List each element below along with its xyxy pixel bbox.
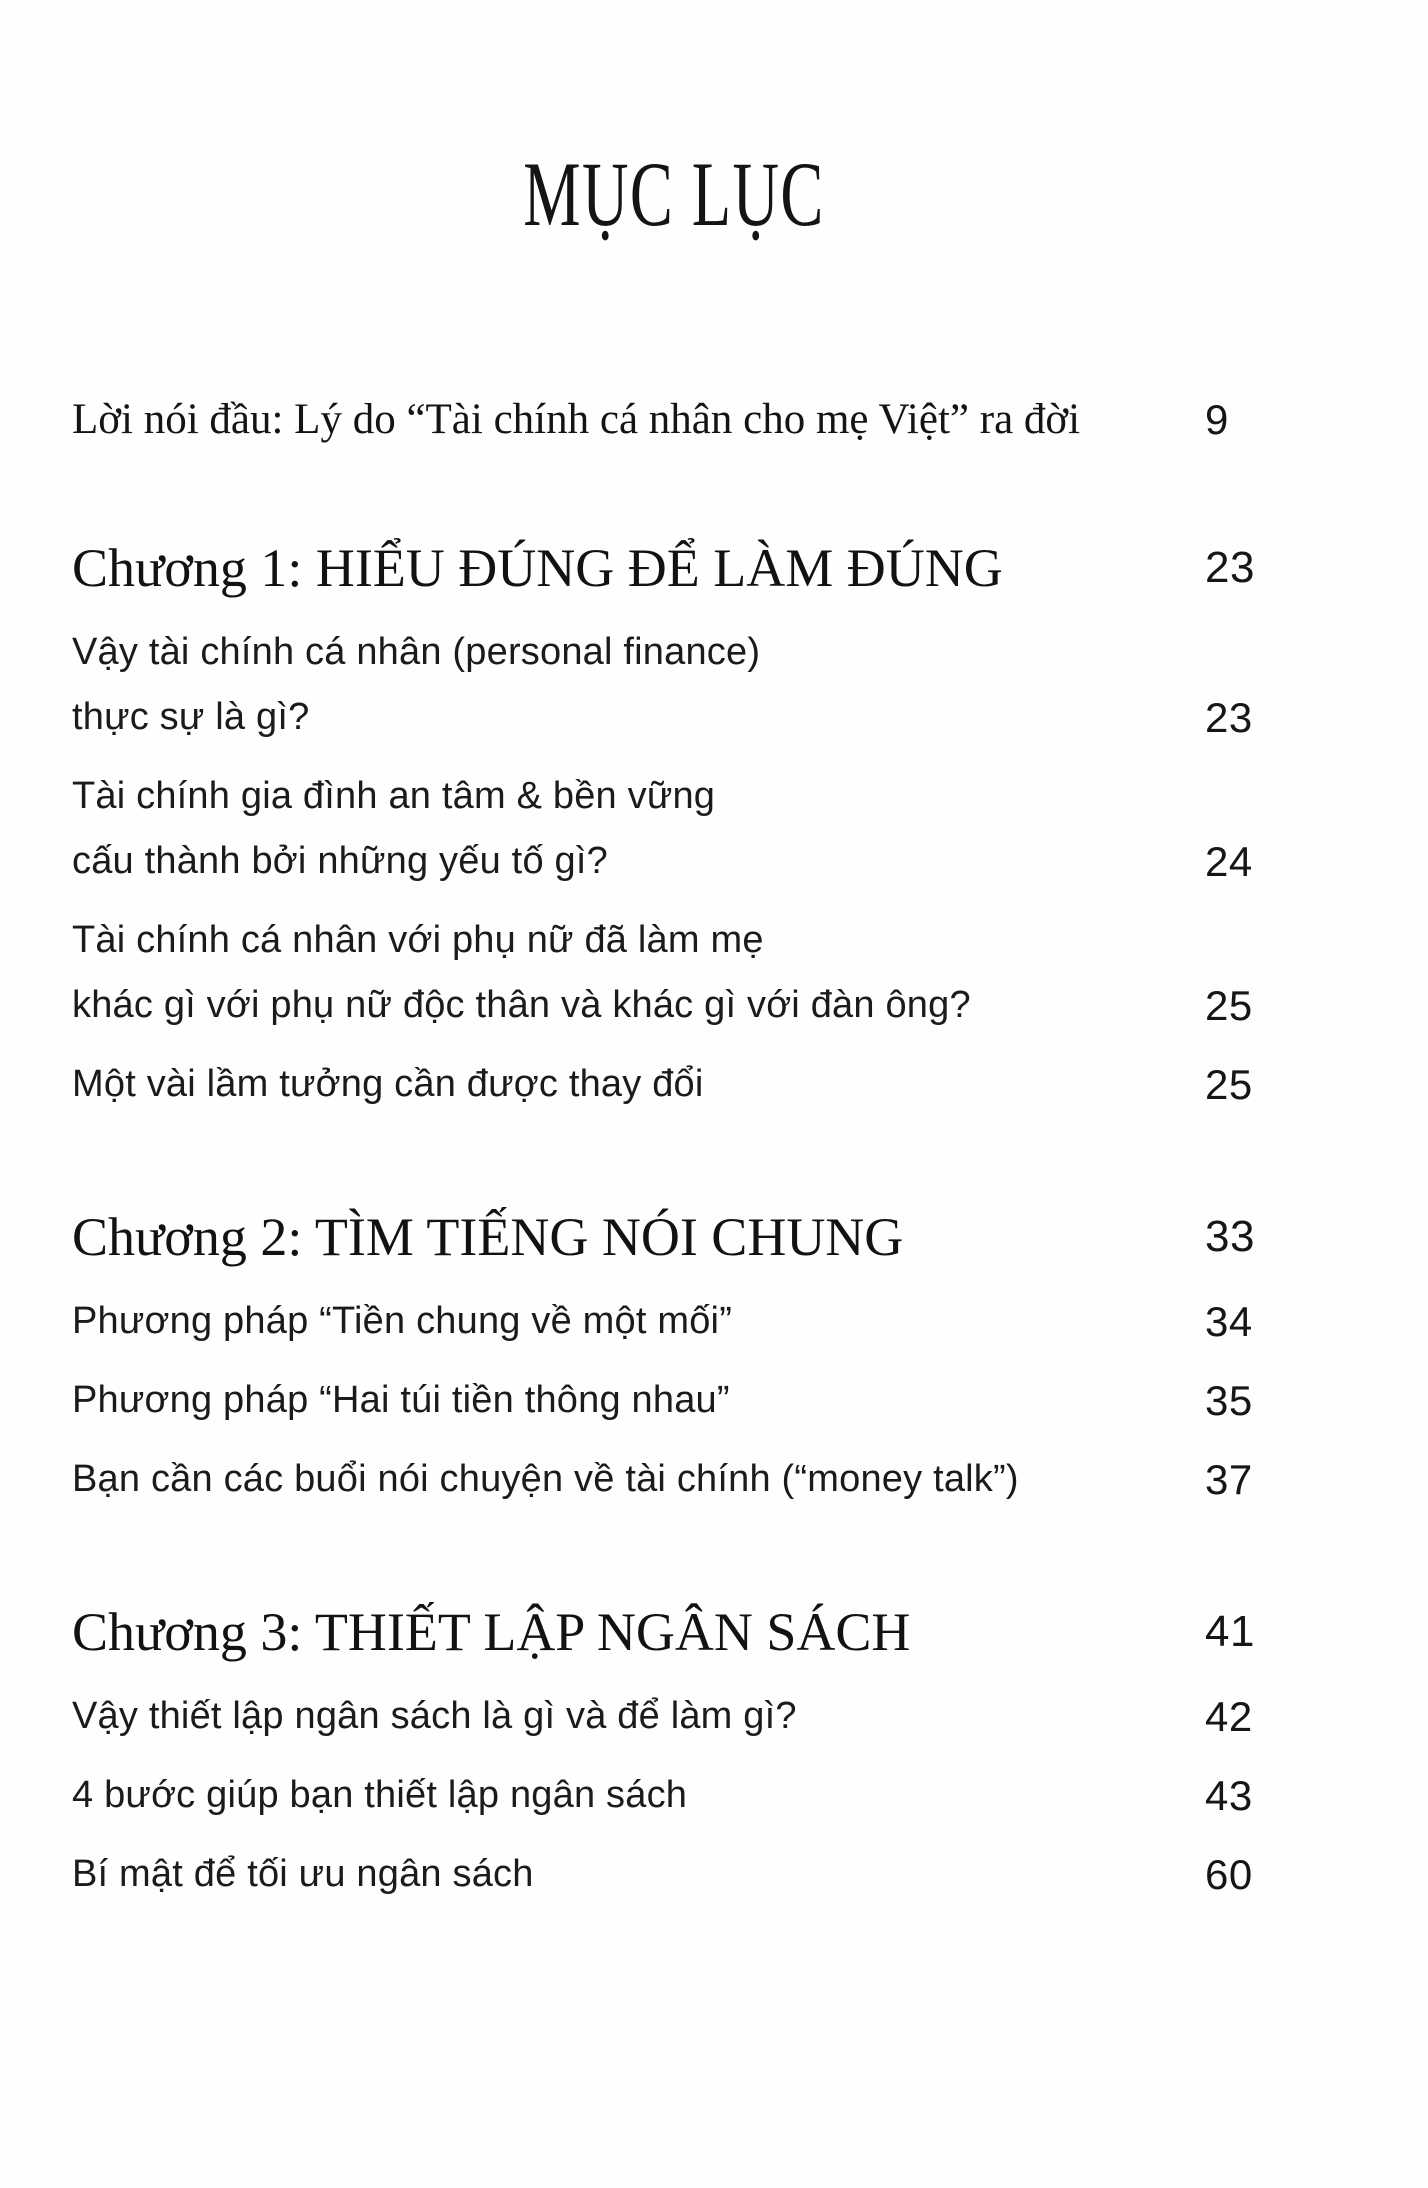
chapter-heading-label: Chương 3: THIẾT LẬP NGÂN SÁCH xyxy=(72,1602,911,1662)
toc-entry xyxy=(72,1842,1428,1907)
page-title: MỤC LỤC xyxy=(523,143,825,245)
toc-entry-label: Vậy tài chính cá nhân (personal finance) thực sự là gì? xyxy=(72,631,761,738)
toc-entry-label: Lời nói đầu: Lý do “Tài chính cá nhân cho mẹ Việt” ra đời xyxy=(72,396,1081,443)
toc-entry-preface xyxy=(72,392,1428,448)
toc-entry-label: Tài chính cá nhân với phụ nữ đã làm mẹ khác gì với phụ nữ độc thân và khác gì với đàn ông? xyxy=(72,919,971,1026)
toc-entry-label: 4 bước giúp bạn thiết lập ngân sách xyxy=(72,1774,688,1816)
toc-entry-label: Vậy thiết lập ngân sách là gì và để làm gì? xyxy=(72,1695,797,1737)
toc-page-number: 43 xyxy=(1205,1772,1253,1819)
toc-page-number: 25 xyxy=(1205,1061,1253,1108)
toc-page-number: 24 xyxy=(1205,838,1253,885)
toc-entry xyxy=(72,1447,1428,1512)
toc-entry-label: Một vài lầm tưởng cần được thay đổi xyxy=(72,1063,704,1105)
toc-page-number: 34 xyxy=(1205,1298,1253,1345)
toc-page-number: 33 xyxy=(1205,1212,1255,1261)
toc-entry xyxy=(72,908,1428,1038)
toc-entry xyxy=(72,1289,1428,1354)
toc-page-number: 23 xyxy=(1205,694,1253,741)
toc-page-number: 25 xyxy=(1205,982,1253,1029)
toc-entry-label: Bạn cần các buổi nói chuyện về tài chính (“money talk”) xyxy=(72,1458,1019,1500)
toc-entry xyxy=(72,1684,1428,1749)
toc-entry-label: Phương pháp “Tiền chung về một mối” xyxy=(72,1300,733,1342)
toc-entry-label: Phương pháp “Hai túi tiền thông nhau” xyxy=(72,1379,730,1421)
chapter-heading-label: Chương 2: TÌM TIẾNG NÓI CHUNG xyxy=(72,1207,904,1267)
toc-entry xyxy=(72,1763,1428,1828)
toc-page-number: 60 xyxy=(1205,1851,1253,1898)
toc-page-number: 35 xyxy=(1205,1377,1253,1424)
toc-entry xyxy=(72,1368,1428,1433)
chapter-heading-label: Chương 1: HIỂU ĐÚNG ĐỂ LÀM ĐÚNG xyxy=(72,538,1003,598)
toc-entry xyxy=(72,1052,1428,1117)
chapter-heading-1 xyxy=(72,532,1428,604)
toc-page-number: 42 xyxy=(1205,1693,1253,1740)
toc-entry-label: Bí mật để tối ưu ngân sách xyxy=(72,1853,534,1895)
chapter-heading-2 xyxy=(72,1201,1428,1273)
toc-page-number: 37 xyxy=(1205,1456,1253,1503)
chapter-heading-3 xyxy=(72,1596,1428,1668)
toc-page-number: 41 xyxy=(1205,1607,1255,1656)
toc-page-number: 23 xyxy=(1205,543,1255,592)
toc-entry-label: Tài chính gia đình an tâm & bền vững cấu thành bởi những yếu tố gì? xyxy=(72,775,716,882)
toc-page-number: 9 xyxy=(1205,396,1229,443)
toc-entry xyxy=(72,764,1428,894)
toc-entry xyxy=(72,620,1428,750)
